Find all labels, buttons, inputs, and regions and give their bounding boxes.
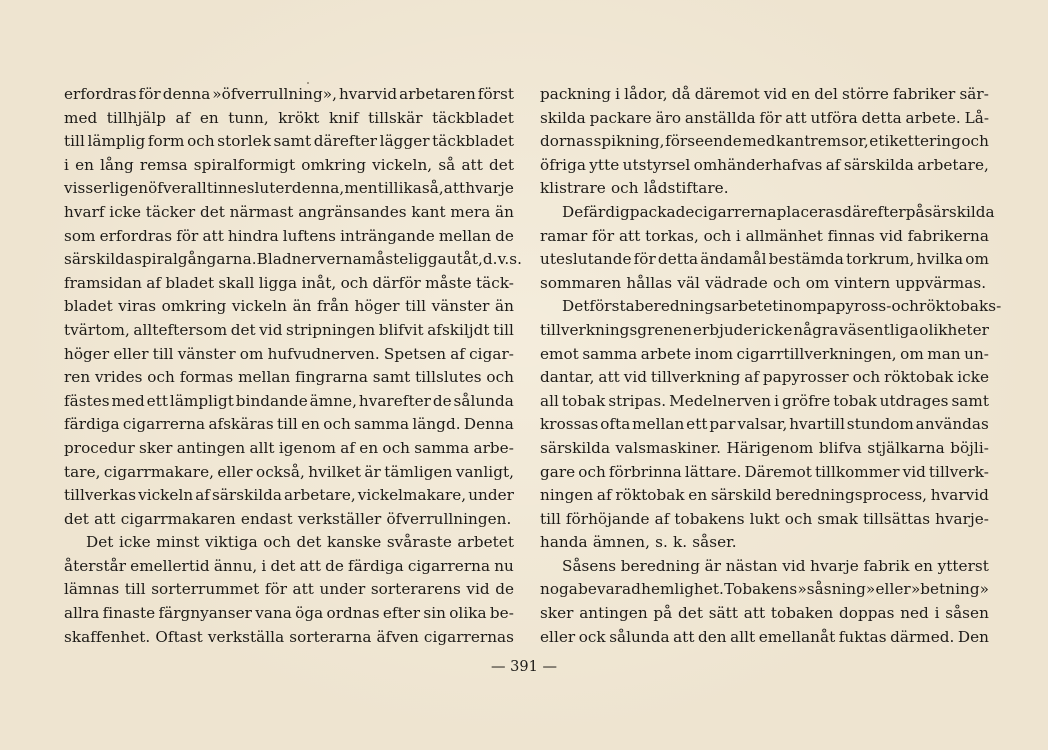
text-line: hvarf icke täcker det närmast angränsandes kant mera än <box>64 202 514 221</box>
text-line: höger eller till vänster om hufvudnerven. Spetsen af cigar- <box>64 344 514 363</box>
text-line: krossas ofta mellan ett par valsar, hvartill stundom användas <box>540 415 989 434</box>
text-line: emot samma arbete inom cigarrtillverkningen, om man un- <box>540 344 989 363</box>
text-line: Det första beredningsarbetet inom papyross- och röktobaks- <box>562 297 1002 316</box>
text-line: med tillhjälp af en tunn, krökt knif tillskär täckbladet <box>64 108 514 127</box>
text-line: Såsens beredning är nästan vid hvarje fabrik en ytterst <box>562 556 989 575</box>
text-line: De färdigpackade cigarrerna placeras därefter på särskilda <box>562 202 995 221</box>
text-line: i en lång remsa spiralformigt omkring vickeln, så att det <box>64 155 514 174</box>
text-line: allra finaste färgnyanser vana öga ordnas efter sin olika be- <box>64 604 514 623</box>
text-line: tillverkningsgrenen erbjuder icke några väsentliga olikheter <box>540 320 989 339</box>
text-line: tvärtom, allteftersom det vid stripningen blifvit afskiljdt till <box>64 320 514 339</box>
text-line: ren vrides och formas mellan fingrarna samt tillslutes och <box>64 368 514 387</box>
text-line: eller ock sålunda att den allt emellanåt fuktas därmed. Den <box>540 627 989 646</box>
right-column <box>540 83 1002 649</box>
text-line: färdiga cigarrerna afskäras till en och samma längd. Denna <box>64 415 514 434</box>
text-line: Det icke minst viktiga och det kanske svåraste arbetet <box>86 533 514 552</box>
text-line: ramar för att torkas, och i allmänhet finnas vid fabrikerna <box>540 226 989 245</box>
text-line: sker antingen på det sätt att tobaken doppas ned i såsen <box>540 604 989 623</box>
text-line: särskilda valsmaskiner. Härigenom blifva stjälkarna böjli- <box>540 438 989 457</box>
text-line: tillverkas vickeln af särskilda arbetare, vickelmakare, under <box>64 486 514 505</box>
text-line: sommaren hållas väl vädrade och om vintern uppvärmas. <box>540 273 987 292</box>
text-line: ningen af röktobak en särskild beredningsprocess, hvarvid <box>540 486 989 505</box>
text-line: det att cigarrmakaren endast verkställer öfverrullningen. <box>64 509 512 528</box>
text-line: särskilda spiralgångarna. Bladnerverna måste ligga utåt, d. v. s. <box>64 250 523 269</box>
text-line: handa ämnen, s. k. såser. <box>540 533 737 552</box>
text-line: återstår emellertid ännu, i det att de färdiga cigarrerna nu <box>64 556 514 575</box>
text-line: erfordras för denna »öfverrullning», hvarvid arbetaren först <box>64 85 514 103</box>
text-line: till lämplig form och storlek samt därefter lägger täckbladet <box>64 132 514 151</box>
text-line: noga bevarad hemlighet. Tobakens »såsning» eller »betning» <box>540 580 989 599</box>
text-line: bladet viras omkring vickeln än från höger till vänster än <box>64 297 514 316</box>
text-line: all tobak stripas. Medelnerven i gröfre tobak utdrages samt <box>540 391 989 410</box>
text-line: gare och förbrinna lättare. Däremot tillkommer vid tillverk- <box>540 462 989 481</box>
text-line: till förhöjande af tobakens lukt och smak tillsättas hvarje- <box>540 509 989 528</box>
page-number: — 391 — <box>491 659 557 675</box>
text-line: klistrare och lådstiftare. <box>540 179 729 198</box>
text-line: tare, cigarrmakare, eller också, hvilket är tämligen vanligt, <box>64 462 514 481</box>
text-line: packning i lådor, då däremot vid en del större fabriker sär- <box>540 85 989 103</box>
text-line: uteslutande för detta ändamål bestämda torkrum, hvilka om <box>540 250 989 269</box>
left-column <box>64 83 523 649</box>
text-line: fästes med ett lämpligt bindande ämne, hvarefter de sålunda <box>64 391 514 410</box>
text-line: skaffenhet. Oftast verkställa sorterarna äfven cigarrernas <box>64 627 514 646</box>
text-line: procedur sker antingen allt igenom af en och samma arbe- <box>64 438 514 457</box>
text-line: visserligen öfverallt innesluter denna, men tillika så, att hvarje <box>64 179 514 198</box>
text-line: dornas spikning, förseende med kantremsor, etikettering och <box>540 132 989 151</box>
text-line: lämnas till sorterrummet för att under sorterarens vid de <box>64 580 514 599</box>
text-line: framsidan af bladet skall ligga inåt, och därför måste täck- <box>64 273 514 292</box>
text-line: dantar, att vid tillverkning af papyrosser och röktobak icke <box>540 368 989 387</box>
text-line: skilda packare äro anställda för att utföra detta arbete. Lå- <box>540 108 989 127</box>
text-line: öfriga ytte utstyrsel omhänderhafvas af särskilda arbetare, <box>540 155 989 174</box>
text-line: som erfordras för att hindra luftens inträngande mellan de <box>64 226 514 245</box>
